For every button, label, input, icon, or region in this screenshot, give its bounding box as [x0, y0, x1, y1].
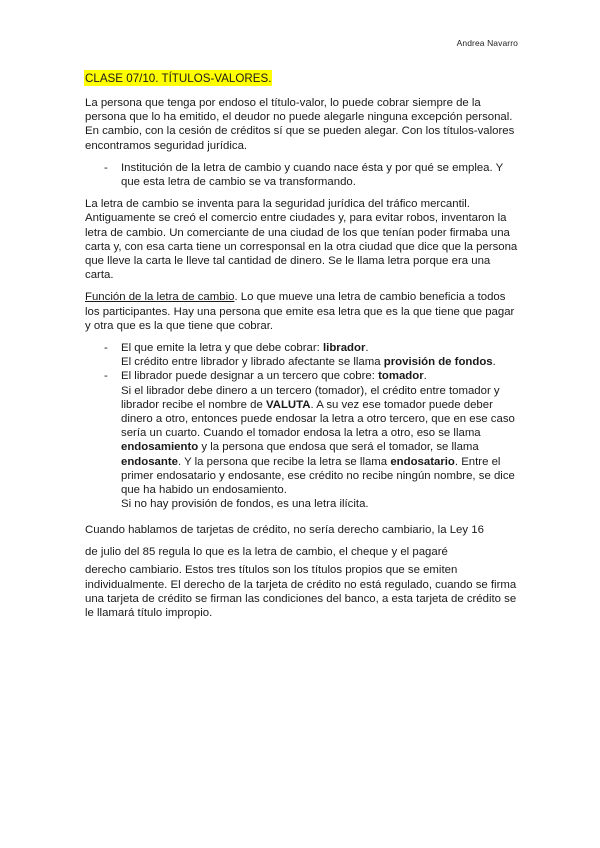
- text: . Y la persona que recibe la letra se llama: [177, 455, 391, 468]
- text: .: [492, 356, 496, 369]
- bullet-line: [121, 355, 520, 369]
- bullet-line: Si no hay provisión de fondos, es una letra ilícita.: [121, 498, 369, 511]
- text: El crédito entre librador y librado afectante se llama: [121, 356, 384, 369]
- bullet-list-participantes: [85, 341, 520, 511]
- text: El que emite la letra y que debe cobrar:: [121, 342, 323, 355]
- text: .: [365, 342, 369, 355]
- bold-term: endosamiento: [121, 441, 199, 454]
- bold-term: librador: [322, 342, 366, 355]
- bold-term: endosante: [121, 455, 178, 468]
- paragraph-letra-historia: La letra de cambio se inventa para la seguridad jurídica del tráfico mercantil. Antiguamente se creó el comercio entre ciudades y, para evitar robos, inventaron la letra de cambio. Un comerciante de una ciudad de los que tenían poder firmaba una carta y, con esa carta tiene un corresponsal en la otra ciudad que dice que la persona que lleve la carta le lleve tal cantidad de dinero. Se le llama letra porque era una carta.: [85, 198, 518, 282]
- bullet-line: [121, 384, 520, 498]
- text: El librador puede designar a un tercero que cobre:: [121, 370, 379, 383]
- document-title: CLASE 07/10. TÍTULOS-VALORES.: [85, 72, 272, 85]
- paragraph-text: . Lo que mueve una letra de cambio beneficia a todos los participantes. Hay una persona que emite esa letra que es la que tiene que pagar y otra que es la que tiene que cobrar.: [85, 291, 515, 332]
- list-item-librador: [85, 341, 520, 369]
- list-item-tomador: [85, 369, 520, 511]
- bold-term: endosatario: [390, 455, 455, 468]
- text: y la persona que endosa que será el tomador, se llama: [198, 441, 479, 454]
- bullet-line: [121, 369, 520, 383]
- list-item: [85, 161, 520, 189]
- bold-term: tomador: [378, 370, 424, 383]
- document-body: [85, 70, 520, 628]
- bullet-dash: -: [104, 161, 108, 174]
- paragraph-funcion: [85, 290, 520, 333]
- bullet-list-institucion: [85, 161, 520, 189]
- paragraph-endoso: La persona que tenga por endoso el título-valor, lo puede cobrar siempre de la persona que lo ha emitido, el deudor no puede alegarle ninguna excepción personal. En cambio, con la cesión de créditos sí que se pueden alegar. Con los títulos-valores encontramos seguridad jurídica.: [85, 97, 515, 152]
- bullet-text: Institución de la letra de cambio y cuando nace ésta y por qué se emplea. Y que esta letra de cambio se va transformando.: [121, 161, 504, 189]
- bold-term: VALUTA: [266, 398, 311, 411]
- text: . A su vez ese tomador puede deber dinero a otro, entonces puede endosar la letra a otro tercero, que en ese caso sería un cuarto. Cuando el tomador endosa la letra a otro, eso se llama: [121, 398, 515, 440]
- paragraph-tarjetas-lines: [85, 519, 520, 563]
- bullet-dash: -: [104, 370, 108, 383]
- text: Si el librador debe dinero a un tercero (tomador), el crédito entre tomador y librador recibe el nombre de: [121, 384, 500, 411]
- text-line: Cuando hablamos de tarjetas de crédito, no sería derecho cambiario, la Ley 16: [85, 524, 484, 537]
- bullet-line: [121, 341, 520, 355]
- text: . Entre el primer endosatario y endosante, ese crédito no recibe ningún nombre, se dice que ha habido un endosamiento.: [121, 455, 515, 497]
- paragraph-tarjetas: derecho cambiario. Estos tres títulos son los títulos propios que se emiten individualmente. El derecho de la tarjeta de crédito no está regulado, cuando se firma una tarjeta de crédito se firman las condiciones del banco, a esta tarjeta de crédito se le llamará título impropio.: [85, 564, 517, 620]
- bold-term: provisión de fondos: [383, 356, 493, 369]
- underlined-heading: Función de la letra de cambio: [85, 291, 235, 304]
- text: .: [423, 370, 427, 383]
- bullet-dash: -: [104, 342, 108, 355]
- text-line: de julio del 85 regula lo que es la letra de cambio, el cheque y el pagaré: [85, 546, 448, 559]
- header-author: Andrea Navarro: [456, 38, 518, 48]
